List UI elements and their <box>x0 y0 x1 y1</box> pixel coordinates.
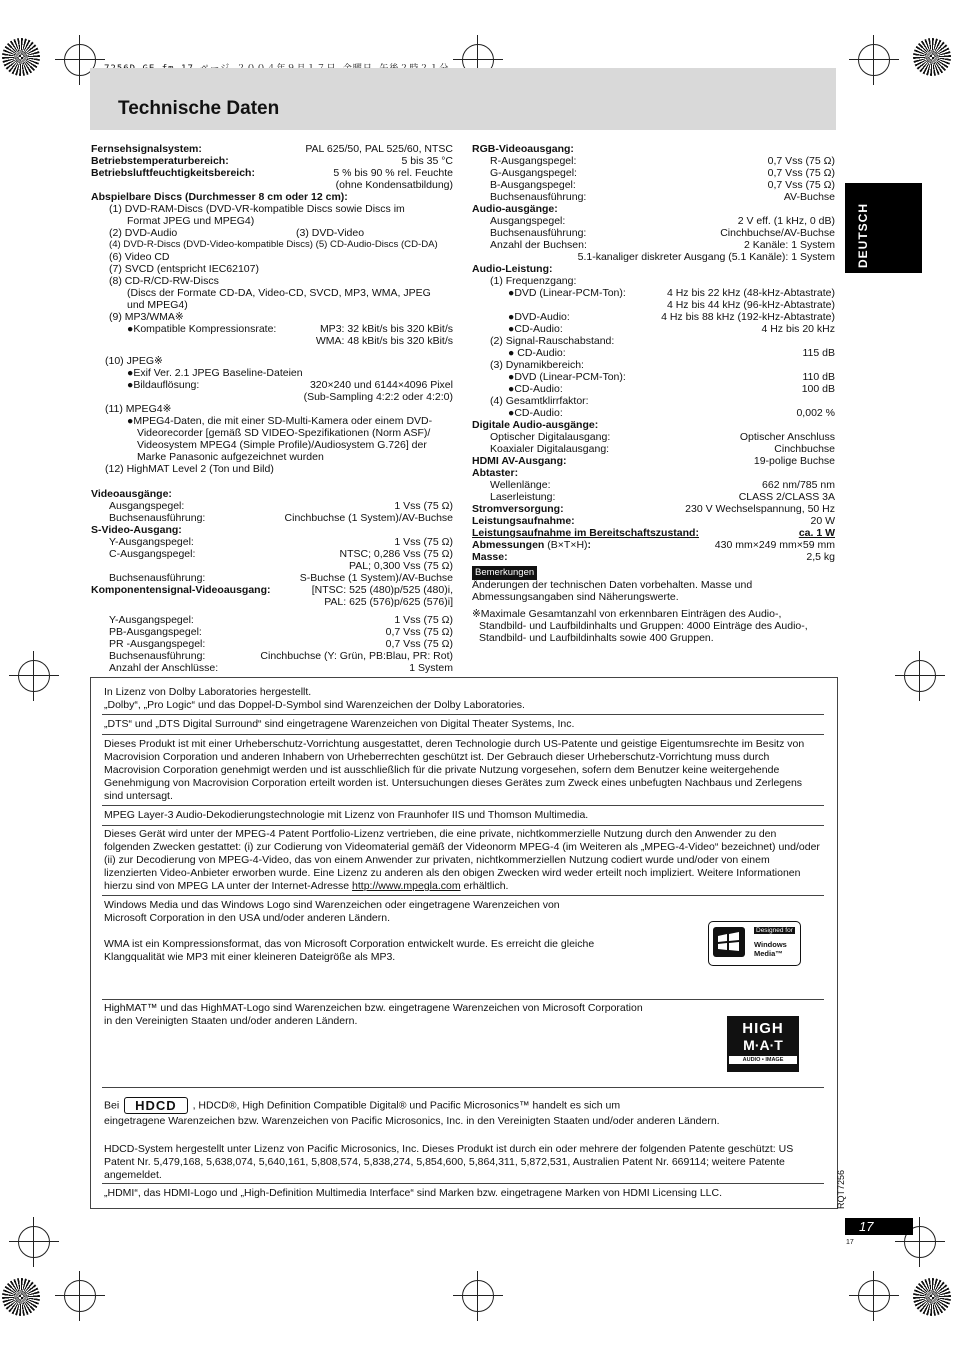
legal-dts: „DTS“ und „DTS Digital Surround“ sind eingetragene Warenzeichen von Digital Theater Systems, Inc. <box>104 718 575 730</box>
crop-mark <box>904 660 936 692</box>
spec-label: ●CD-Audio: <box>508 383 563 395</box>
crop-mark <box>18 1226 50 1258</box>
spec-value: 1 Vss (75 Ω) <box>394 614 453 626</box>
disc-item: ●MPEG4-Daten, die mit einer SD-Multi-Kamera oder einem DVD- <box>127 415 433 427</box>
legal-text: „Dolby“, „Pro Logic“ und das Doppel-D-Symbol sind Warenzeichen der Dolby Laboratories. <box>104 699 525 711</box>
legal-macrovision: Dieses Produkt ist mit einer Urheberschutz-Vorrichtung ausgestattet, deren Technologie durch US-Patente und geistige Eigentumsrechte im Besitz von Macrovision Corporation und anderen Inhabern von Urheberrechten geschützt ist. Der Gebrauch dieser Urheberschutz-Vorrichtung muss durch Macrovision Corporation genehmigt werden und ist ausschließlich für die private Nutzung vorgesehen, sofern dem Benutzer keine weitergehende Genehmigung von Macrovision Corporation erteilt worden ist. Untersuchungen dieses Gerätes zum Zweck eines unbefugten Nachbaus und Zerlegens sind untersagt. <box>104 738 805 802</box>
spec-heading: Stromversorgung: <box>472 503 564 515</box>
spec-value: 2,5 kg <box>806 551 835 563</box>
spec-value: 0,7 Vss (75 Ω) <box>767 179 835 191</box>
divider <box>102 714 824 715</box>
spec-value: 115 dB <box>802 347 835 359</box>
registration-moire-top-right <box>913 38 951 76</box>
legal-dolby <box>104 686 824 712</box>
registration-moire-bottom-right <box>913 1278 951 1316</box>
spec-value: 5 bis 35 °C <box>401 155 453 167</box>
spec-heading: RGB-Videoausgang: <box>472 143 574 155</box>
highmat-logo <box>727 1016 799 1072</box>
spec-label: B-Ausgangspegel: <box>490 179 576 191</box>
crop-mark <box>858 44 890 76</box>
disc-item: Videosystem MPEG4 (Simple Profile)/Audiosystem G.726] der <box>137 439 427 451</box>
spec-heading: Komponentensignal-Videoausgang: <box>91 584 271 596</box>
spec-heading: S-Video-Ausgang: <box>91 524 182 536</box>
spec-value: 1 Vss (75 Ω) <box>394 536 453 548</box>
windows-flag-icon <box>713 927 745 957</box>
spec-value: ca. 1 W <box>798 527 835 539</box>
page-number-small: 17 <box>846 1239 854 1246</box>
specs-right-column: RGB-Videoausgang: R-Ausgangspegel: 0,7 Vss (75 Ω) G-Ausgangspegel: 0,7 Vss (75 Ω) B-Ausgangspegel: 0,7 Vss (75 Ω) Buchsenausführung: AV-Buchse Audio-ausgänge: Ausgangspegel: 2 V eff. (1 kHz, 0 dB) Buchsenausführung: Cinchbuchse/AV-Buchse Anzahl der Buchsen: 2 Kanäle: 1 System 5.1-kanaliger diskreter Ausgang (5.1 Kanäle): 1 System Audio-Leistung: (1) Frequenzgang: ●DVD (Linear-PCM-Ton): 4 Hz bis 22 kHz (48-kHz-Abtastrate) 4 Hz bis 44 kHz (96-kHz-Abtastrate) ●DVD-Audio: 4 Hz bis 88 kHz (192-kHz-Abtastrate) ●CD-Audio: 4 Hz bis 20 kHz (2) Signal-Rauschabstand: ● CD-Audio: 115 dB (3) Dynamikbereich: ●DVD (Linear-PCM-Ton): 110 dB ●CD-Audio: 100 dB (4) Gesamtklirrfaktor: ●CD-Audio: 0,002 % Digitale Audio-ausgänge: Optischer Digitalausgang: Optischer Anschluss Koaxialer Digitalausgang: Cinchbuchse HDMI AV-Ausgang: 19-polige Buchse Abtaster: Wellenlänge: 662 nm/785 nm Laserleistung: CLASS 2/CLASS 3A Stromversorgung: 230 V Wechselspannung, 50 Hz Leistungsaufnahme: 20 W Leistungsaufnahme im Bereitschaftszustand: ca. 1 W Abmessungen (B×T×H): 430 mm×249 mm×59 mm Masse: 2,5 kg Bemerkungen Änderungen der technischen Daten vorbehalten. Masse und Abmessungsangaben sind Näherungswerte. ※Maximale Gesamtanzahl von erkennbaren Einträgen des Audio-, Standbild- und Laufbildinhalts und Gruppen: 4000 Einträge des Audio-, Standbild- und Laufbildinhalts sowie 400 Gruppen. <box>472 143 835 644</box>
spec-heading: Abtaster: <box>472 467 519 479</box>
spec-label: Ausgangspegel: <box>490 215 566 227</box>
spec-subheading: (3) Dynamikbereich: <box>490 359 584 371</box>
spec-label: ●DVD (Linear-PCM-Ton): <box>508 371 626 383</box>
spec-label: G-Ausgangspegel: <box>490 167 577 179</box>
legal-text: in den Vereinigten Staaten und/oder anderen Ländern. <box>104 1015 358 1027</box>
disc-item: (10) JPEG※ <box>105 355 163 367</box>
spec-label: Buchsenausführung: <box>490 191 587 203</box>
title-bar <box>90 68 836 130</box>
spec-value: 0,7 Vss (75 Ω) <box>385 638 453 650</box>
crop-mark <box>858 1280 890 1312</box>
hdcd-logo: HDCD <box>124 1097 188 1114</box>
spec-value: 1 System <box>409 662 453 674</box>
spec-subheading: (4) Gesamtklirrfaktor: <box>490 395 589 407</box>
spec-label: Anzahl der Buchsen: <box>490 239 587 251</box>
logo-text: HIGH <box>742 1020 784 1037</box>
legal-highmat <box>104 1002 824 1028</box>
legal-hdcd-line2: eingetragene Warenzeichen bzw. Warenzeichen von Pacific Microsonics, Inc. in den Vereinigten Staaten und/oder anderen Ländern. <box>104 1115 720 1127</box>
legal-text: , HDCD®, High Definition Compatible Digital® und Pacific Microsonics™ handelt es sich um <box>192 1099 621 1112</box>
spec-label: ●Bildauflösung: <box>127 379 200 391</box>
page-title: Technische Daten <box>118 98 280 119</box>
spec-label: Optischer Digitalausgang: <box>490 431 611 443</box>
disc-item: (9) MP3/WMA※ <box>109 311 184 323</box>
spec-value: CLASS 2/CLASS 3A <box>738 491 835 503</box>
spec-value: S-Buchse (1 System)/AV-Buchse <box>299 572 453 584</box>
disc-item: (8) CD-R/CD-RW-Discs <box>109 275 219 287</box>
divider <box>102 825 824 826</box>
disc-item: ●Exif Ver. 2.1 JPEG Baseline-Dateien <box>127 367 303 379</box>
disc-item: (2) DVD-Audio <box>109 227 178 239</box>
logo-text: Windows <box>754 940 787 949</box>
spec-label: ●DVD-Audio: <box>508 311 570 323</box>
spec-value: Cinchbuchse (Y: Grün, PB:Blau, PR: Rot) <box>260 650 453 662</box>
language-tab <box>845 183 922 273</box>
legal-text: Dieses Gerät wird unter der MPEG-4 Patent Portfolio-Lizenz vertrieben, die eine private, nichtkommerzielle Nutzung durch den Anwender zu den folgenden Zwecken gestattet: (i) zur Codierung von Videomaterial gemäß der Videonorm MPEG-4 (im Weiteren als „MPEG-4-Video“ bezeichnet) und/oder (ii) zur Decodierung von MPEG-4-Video, das von einem Anwender zur privaten, nichtkommerziellen Nutzung codiert wurde und/oder von einem lizenzierten Video-Anbieter erworben wurde. Eine Lizenz zu anderen als den obigen Zwecken wird weder erteilt noch impliziert. Weitere Informationen hierzu sind von MPEG LA unter der Internet-Adresse <box>104 828 820 892</box>
footnote: ※Maximale Gesamtanzahl von erkennbaren Einträgen des Audio-, <box>472 608 782 620</box>
spec-value: 4 Hz bis 44 kHz (96-kHz-Abtastrate) <box>666 299 835 311</box>
spec-value: 19-polige Buchse <box>753 455 835 467</box>
spec-heading: Videoausgänge: <box>91 488 172 500</box>
spec-label: Y-Ausgangspegel: <box>109 536 194 548</box>
divider <box>102 895 824 896</box>
spec-label: ●Kompatible Kompressionsrate: <box>127 323 277 335</box>
logo-text: Designed for <box>756 927 793 934</box>
spec-label: Koaxialer Digitalausgang: <box>490 443 610 455</box>
disc-item: (7) SVCD (entspricht IEC62107) <box>109 263 259 275</box>
spec-value: 0,7 Vss (75 Ω) <box>767 155 835 167</box>
spec-value: 430 mm×249 mm×59 mm <box>714 539 835 551</box>
disc-item: (6) Video CD <box>109 251 170 263</box>
logo-text: Media™ <box>754 949 783 958</box>
disc-item: (1) DVD-RAM-Discs (DVD-VR-kompatible Discs sowie Discs im <box>109 203 405 215</box>
divider <box>102 805 824 806</box>
legal-text: HighMAT™ und das HighMAT-Logo sind Warenzeichen bzw. eingetragene Warenzeichen von Microsoft Corporation <box>104 1002 643 1014</box>
spec-heading: Abspielbare Discs (Durchmesser 8 cm oder 12 cm): <box>91 191 348 203</box>
spec-value: 5.1-kanaliger diskreter Ausgang (5.1 Kanäle): 1 System <box>577 251 835 263</box>
spec-value: 110 dB <box>802 371 835 383</box>
spec-label: Buchsenausführung: <box>109 650 206 662</box>
spec-label: Ausgangspegel: <box>109 500 185 512</box>
spec-value: PAL: 625 (576)p/625 (576)i] <box>324 596 453 608</box>
remarks-badge: Bemerkungen <box>472 566 537 580</box>
spec-value: 0,002 % <box>796 407 835 419</box>
spec-label: PB-Ausgangspegel: <box>109 626 202 638</box>
logo-text: AUDIO • IMAGE <box>729 1056 797 1064</box>
divider <box>102 1087 824 1088</box>
legal-text: In Lizenz von Dolby Laboratories hergestellt. <box>104 686 312 698</box>
crop-mark <box>462 1280 494 1312</box>
spec-label: Betriebstemperaturbereich: <box>91 155 229 167</box>
disc-item: Videorecorder [gemäß SD VIDEO-Spezifikationen (Norm ASF)/ <box>137 427 431 439</box>
legal-text: Klangqualität wie MP3 mit einer kleineren Dateigröße als MP3. <box>104 951 396 963</box>
spec-heading: Digitale Audio-ausgänge: <box>472 419 599 431</box>
disc-item: (12) HighMAT Level 2 (Ton und Bild) <box>105 463 274 475</box>
crop-mark <box>18 660 50 692</box>
spec-value: Cinchbuchse <box>774 443 835 455</box>
spec-value: [NTSC: 525 (480)p/525 (480)i, <box>311 584 453 596</box>
legal-hdcd-patents: HDCD-System hergestellt unter Lizenz von Pacific Microsonics, Inc. Dieses Produkt ist durch ein oder mehrere der folgenden Patente geschützt: US Patent Nr. 5,479,168, 5,638,074, 5,640,161, 5,808,574, 5,838,274, 5,854,600, 5,864,311, 5,872,531, Australien Patent Nr. 669114; weitere Patente angemeldet. <box>104 1143 794 1181</box>
footnote: Standbild- und Laufbildinhalts und Gruppen: 4000 Einträge des Audio-, <box>479 620 808 632</box>
disc-item: Marke Panasonic aufgezeichnet wurden <box>137 451 324 463</box>
spec-value: WMA: 48 kBit/s bis 320 kBit/s <box>315 335 453 347</box>
spec-label: ●CD-Audio: <box>508 407 563 419</box>
language-tab-label: DEUTSCH <box>856 203 870 269</box>
spec-label: Laserleistung: <box>490 491 556 503</box>
legal-text: Windows Media und das Windows Logo sind Warenzeichen oder eingetragene Warenzeichen von <box>104 899 560 911</box>
spec-value: 230 V Wechselspannung, 50 Hz <box>685 503 835 515</box>
spec-label: Buchsenausführung: <box>109 572 206 584</box>
spec-value: NTSC; 0,286 Vss (75 Ω) <box>339 548 453 560</box>
specs-left-column <box>91 143 453 674</box>
spec-label: Buchsenausführung: <box>109 512 206 524</box>
footnote: Standbild- und Laufbildinhalts sowie 400 Gruppen. <box>479 632 714 644</box>
spec-heading: Leistungsaufnahme im Bereitschaftszustand: <box>472 527 699 539</box>
spec-value: 4 Hz bis 20 kHz <box>761 323 835 335</box>
spec-value: Cinchbuchse/AV-Buchse <box>720 227 835 239</box>
spec-value: 5 % bis 90 % rel. Feuchte <box>333 167 453 179</box>
spec-label: Fernsehsignalsystem: <box>91 143 202 155</box>
spec-label: Buchsenausführung: <box>490 227 587 239</box>
spec-value: 0,7 Vss (75 Ω) <box>385 626 453 638</box>
legal-mpeg4 <box>104 828 824 893</box>
spec-value: AV-Buchse <box>783 191 835 203</box>
spec-value: (Sub-Sampling 4:2:2 oder 4:2:0) <box>303 391 453 403</box>
spec-label: ●DVD (Linear-PCM-Ton): <box>508 287 626 299</box>
spec-value: 662 nm/785 nm <box>762 479 835 491</box>
legal-text: erhältlich. <box>463 880 509 892</box>
disc-item: (Discs der Formate CD-DA, Video-CD, SVCD, MP3, WMA, JPEG <box>127 287 431 299</box>
divider <box>102 734 824 735</box>
legal-hdcd-line1 <box>104 1097 824 1114</box>
spec-heading: Audio-Leistung: <box>472 263 553 275</box>
spec-value: PAL 625/50, PAL 525/60, NTSC <box>305 143 453 155</box>
disc-item: (4) DVD-R-Discs (DVD-Video-kompatible Discs) (5) CD-Audio-Discs (CD-DA) <box>109 239 438 250</box>
spec-value: 20 W <box>810 515 835 527</box>
spec-value: PAL; 0,300 Vss (75 Ω) <box>349 560 453 572</box>
spec-value: 2 V eff. (1 kHz, 0 dB) <box>737 215 835 227</box>
mpegla-link[interactable]: http://www.mpegla.com <box>352 880 461 892</box>
spec-value: 2 Kanäle: 1 System <box>743 239 835 251</box>
spec-label: Anzahl der Anschlüsse: <box>109 662 219 674</box>
divider <box>102 1183 824 1184</box>
windows-media-logo <box>708 921 801 966</box>
spec-label: PR -Ausgangspegel: <box>109 638 206 650</box>
spec-heading: Leistungsaufnahme: <box>472 515 575 527</box>
spec-heading: Audio-ausgänge: <box>472 203 558 215</box>
document-code: RQT7256 <box>836 1170 846 1210</box>
registration-moire-top-left <box>2 38 40 76</box>
spec-subheading: (1) Frequenzgang: <box>490 275 577 287</box>
spec-value: 1 Vss (75 Ω) <box>394 500 453 512</box>
spec-heading-suffix: (B×T×H) <box>547 539 588 551</box>
page-number: 17 <box>845 1218 913 1235</box>
divider <box>102 999 824 1000</box>
spec-value: 4 Hz bis 22 kHz (48-kHz-Abtastrate) <box>666 287 835 299</box>
spec-value: (ohne Kondensatbildung) <box>335 179 453 191</box>
disc-item: und MPEG4) <box>127 299 188 311</box>
crop-mark <box>64 1280 96 1312</box>
remarks-text: Abmessungsangaben sind Näherungswerte. <box>472 591 679 603</box>
legal-text: Bei <box>104 1099 120 1112</box>
spec-label: Wellenlänge: <box>490 479 551 491</box>
disc-item: (3) DVD-Video <box>296 227 365 239</box>
legal-text: Microsoft Corporation in den USA und/oder anderen Ländern. <box>104 912 391 924</box>
spec-heading: HDMI AV-Ausgang: <box>472 455 567 467</box>
spec-value: MP3: 32 kBit/s bis 320 kBit/s <box>319 323 453 335</box>
spec-heading: Abmessungen <box>472 539 545 551</box>
spec-label: R-Ausgangspegel: <box>490 155 577 167</box>
spec-value: 4 Hz bis 88 kHz (192-kHz-Abtastrate) <box>661 311 835 323</box>
spec-label: ●CD-Audio: <box>508 323 563 335</box>
spec-value: 0,7 Vss (75 Ω) <box>767 167 835 179</box>
spec-heading: Masse: <box>472 551 508 563</box>
spec-value: 320×240 und 6144×4096 Pixel <box>309 379 453 391</box>
spec-label: ● CD-Audio: <box>508 347 566 359</box>
legal-mp3: MPEG Layer-3 Audio-Dekodierungstechnologie mit Lizenz von Fraunhofer IIS und Thomson Multimedia. <box>104 809 589 821</box>
spec-value: Cinchbuchse (1 System)/AV-Buchse <box>284 512 453 524</box>
spec-label: C-Ausgangspegel: <box>109 548 196 560</box>
spec-subheading: (2) Signal-Rauschabstand: <box>490 335 615 347</box>
disc-item: (11) MPEG4※ <box>105 403 172 415</box>
spec-value: Optischer Anschluss <box>739 431 835 443</box>
legal-hdmi: „HDMI“, das HDMI-Logo und „High-Definition Multimedia Interface“ sind Marken bzw. eingetragene Marken von HDMI Licensing LLC. <box>104 1187 723 1199</box>
registration-moire-bottom-left <box>2 1278 40 1316</box>
spec-label: Y-Ausgangspegel: <box>109 614 194 626</box>
logo-text: M·A·T <box>743 1037 783 1053</box>
spec-label: Betriebsluftfeuchtigkeitsbereich: <box>91 167 255 179</box>
spec-value: 100 dB <box>801 383 835 395</box>
disc-item: Format JPEG und MPEG4) <box>127 215 255 227</box>
legal-text: WMA ist ein Kompressionsformat, das von Microsoft Corporation entwickelt wurde. Es erreicht die gleiche <box>104 938 595 950</box>
remarks-text: Änderungen der technischen Daten vorbehalten. Masse und <box>472 579 753 591</box>
